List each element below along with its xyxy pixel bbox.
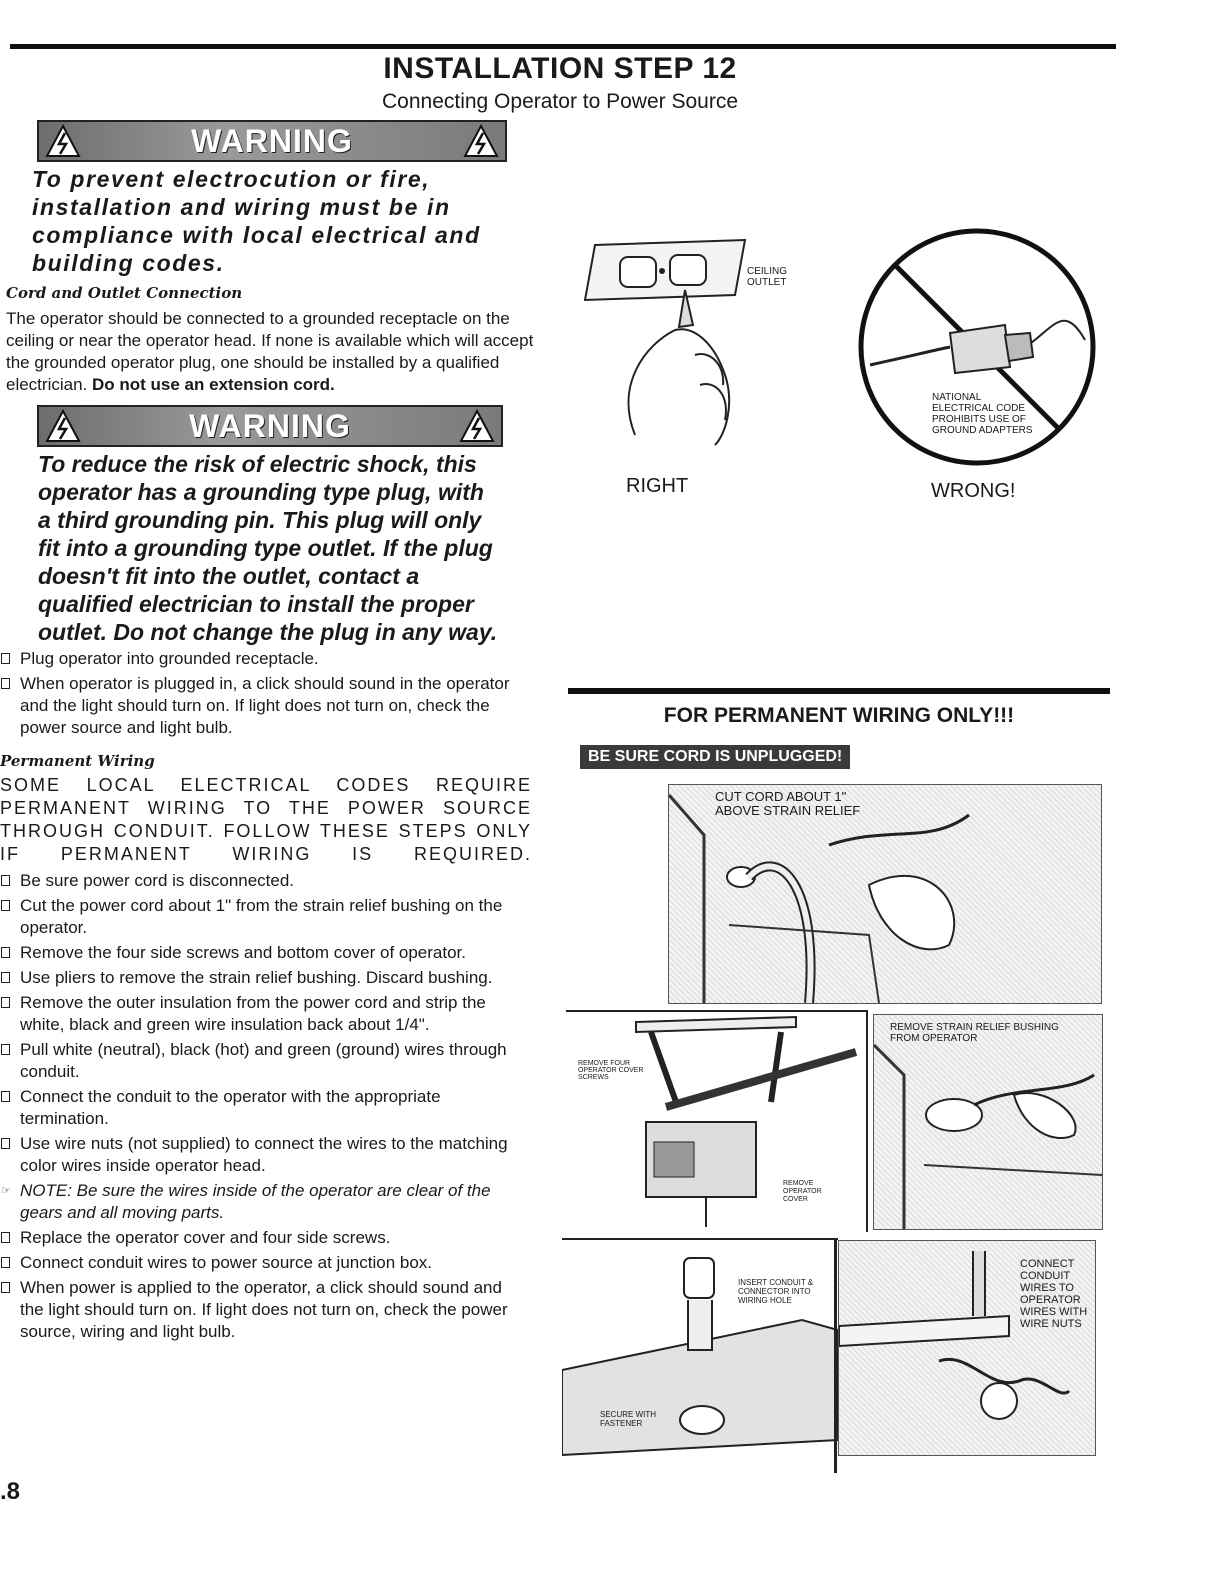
permanent-wiring-heading: FOR PERMANENT WIRING ONLY!!! bbox=[663, 704, 1015, 727]
note-item: ☞ NOTE: Be sure the wires inside of the operator are clear of the gears and all moving parts. bbox=[1, 1181, 491, 1222]
list-item: When power is applied to the operator, a click should sound and the light should turn on. If light does not turn on, check the power source, wiring and light bulb. bbox=[0, 1277, 528, 1343]
shock-hazard-icon bbox=[45, 409, 81, 443]
cord-heading: Cord and Outlet Connection bbox=[6, 284, 243, 302]
permanent-steps bbox=[0, 870, 528, 1346]
page-number: .8 bbox=[0, 1478, 21, 1505]
secure-fastener-label: SECURE WITH FASTENER bbox=[600, 1410, 656, 1428]
warning-2-text: To reduce the risk of electric shock, this operator has a grounding type plug, with a third grounding pin. This plug will only fit into a grounding type outlet. If the plug doesn't fit into the outlet, contact a qualified electrician to install the proper outlet. Do not change the plug in any way. bbox=[38, 451, 498, 645]
cord-body: The operator should be connected to a grounded receptacle on the ceiling or near the operator head. If none is available which will accept the grounded operator plug, one should be installed by a qualified electrician. Do not use an extension cord. bbox=[6, 309, 534, 394]
warning-label: WARNING bbox=[189, 407, 351, 444]
pointing-hand-icon: ☞ bbox=[1, 1185, 11, 1197]
shock-hazard-icon bbox=[463, 124, 499, 158]
shock-hazard-icon bbox=[459, 409, 495, 443]
list-item: Be sure power cord is disconnected. bbox=[0, 870, 528, 892]
list-item: Connect the conduit to the operator with the appropriate termination. bbox=[0, 1086, 528, 1130]
list-item: Pull white (neutral), black (hot) and green (ground) wires through conduit. bbox=[0, 1039, 528, 1083]
list-item: Use wire nuts (not supplied) to connect the wires to the matching color wires inside operator head. bbox=[0, 1133, 528, 1177]
list-item: Replace the operator cover and four side screws. bbox=[0, 1227, 528, 1249]
cut-cord-label: CUT CORD ABOUT 1" ABOVE STRAIN RELIEF bbox=[715, 789, 861, 818]
wrong-label: WRONG! bbox=[931, 480, 1016, 502]
list-item: Remove the four side screws and bottom cover of operator. bbox=[0, 942, 528, 964]
permanent-intro: SOME LOCAL ELECTRICAL CODES REQUIRE PERMANENT WIRING TO THE POWER SOURCE THROUGH CONDUIT. FOLLOW THESE STEPS ONLY IF PERMANENT WIRING IS REQUIRED. bbox=[0, 775, 532, 864]
right-label: RIGHT bbox=[626, 475, 689, 497]
page-title: INSTALLATION STEP 12 bbox=[383, 52, 737, 85]
list-item: Use pliers to remove the strain relief bushing. Discard bushing. bbox=[0, 967, 528, 989]
panel-divider bbox=[834, 1238, 837, 1473]
list-item: Plug operator into grounded receptacle. bbox=[0, 648, 528, 670]
warning-label: WARNING bbox=[191, 122, 353, 159]
shock-hazard-icon bbox=[45, 124, 81, 158]
plug-steps bbox=[0, 648, 528, 742]
list-item: Cut the power cord about 1" from the strain relief bushing on the operator. bbox=[0, 895, 528, 939]
permanent-heading: Permanent Wiring bbox=[0, 752, 155, 770]
remove-screws-label: REMOVE FOUR OPERATOR COVER SCREWS bbox=[578, 1060, 644, 1081]
list-item: Remove the outer insulation from the power cord and strip the white, black and green wire insulation back about 1/4". bbox=[0, 992, 528, 1036]
insert-conduit-label: INSERT CONDUIT & CONNECTOR INTO WIRING HOLE bbox=[738, 1278, 814, 1305]
remove-bushing-label: REMOVE STRAIN RELIEF BUSHING FROM OPERATOR bbox=[890, 1022, 1059, 1044]
warning-banner-1 bbox=[37, 120, 507, 162]
top-rule bbox=[10, 44, 1116, 49]
remove-bushing-illustration bbox=[874, 1015, 1102, 1229]
adapter-note: NATIONAL ELECTRICAL CODE PROHIBITS USE OF GROUND ADAPTERS bbox=[932, 392, 1033, 436]
ceiling-outlet-label: CEILING OUTLET bbox=[747, 266, 788, 288]
remove-cover-label: REMOVE OPERATOR COVER bbox=[783, 1180, 822, 1203]
remove-bushing-panel bbox=[873, 1014, 1103, 1230]
warning-1-text: To prevent electrocution or fire, installation and wiring must be in compliance with local electrical and building codes. bbox=[32, 166, 481, 276]
page-subtitle: Connecting Operator to Power Source bbox=[381, 90, 739, 113]
unplugged-badge: BE SURE CORD IS UNPLUGGED! bbox=[580, 745, 850, 769]
warning-banner-2 bbox=[37, 405, 503, 447]
list-item: Connect conduit wires to power source at junction box. bbox=[0, 1252, 528, 1274]
connect-conduit-label: CONNECT CONDUIT WIRES TO OPERATOR WIRES WITH WIRE NUTS bbox=[1020, 1258, 1088, 1330]
list-item: When operator is plugged in, a click should sound in the operator and the light should turn on. If light does not turn on, check the power source and light bulb. bbox=[0, 673, 528, 739]
permanent-rule bbox=[568, 688, 1110, 694]
